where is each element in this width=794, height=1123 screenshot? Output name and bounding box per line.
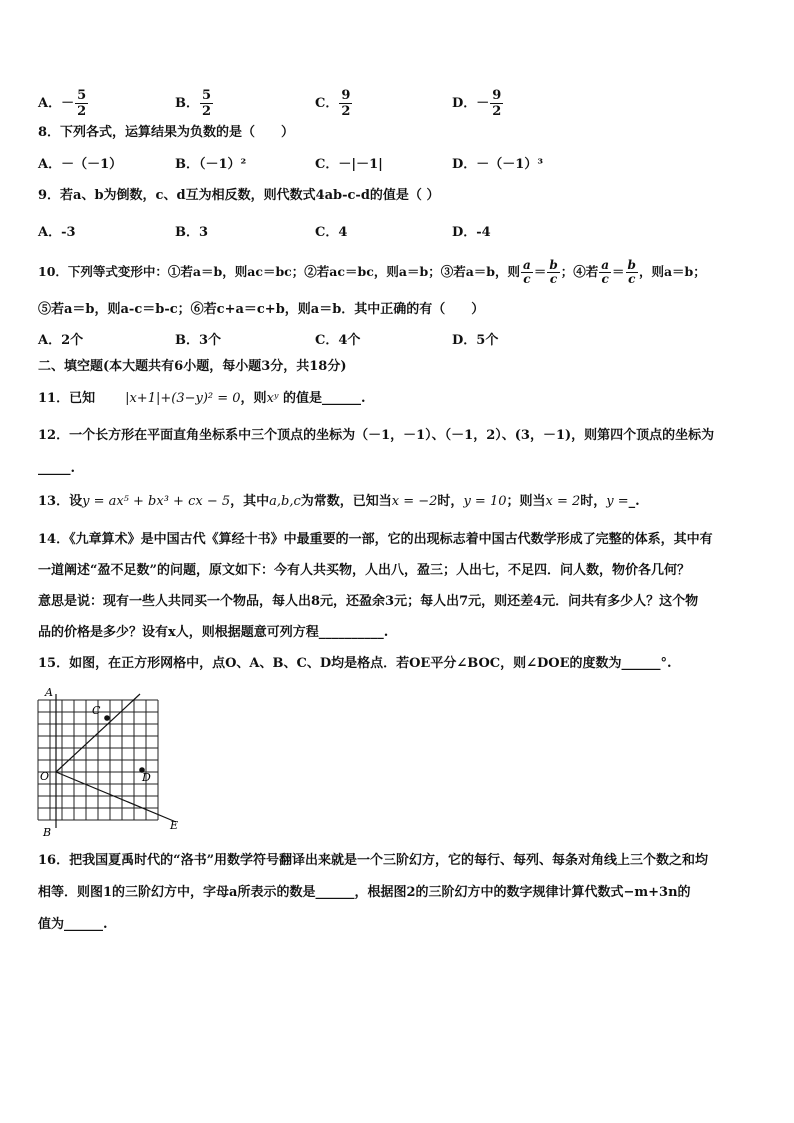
- q12-line1: 12．一个长方形在平面直角坐标系中三个顶点的坐标为（－1，－1）、（－1，2）、(3，－1)，则第四个顶点的坐标为: [38, 428, 715, 443]
- q7-option-b: B． $\frac{5}{2}$: [175, 88, 212, 119]
- q7-option-c: C． $\frac{9}{2}$: [315, 88, 351, 119]
- q10-option-c: C．4个: [315, 333, 361, 348]
- q8-option-c: C．－|－1|: [315, 157, 383, 172]
- q15-stem: 15．如图，在正方形网格中，点O、A、B、C、D均是格点．若OE平分∠BOC，则∠DOE的度数为______°.: [38, 656, 672, 671]
- q16-line3: 值为______.: [38, 917, 108, 932]
- q13: 13．设y = ax⁵ + bx³ + cx − 5，其中a,b,c为常数，已知当x = −2时，y = 10；则当x = 2时，y =_.: [38, 494, 640, 509]
- q10-line2: ⑤若a＝b，则a-c＝b-c；⑥若c+a＝c+b，则a＝b．其中正确的有（ ）: [38, 302, 485, 317]
- q14-line4: 品的价格是多少？设有x人，则根据题意可列方程__________.: [38, 625, 389, 640]
- q12-line2: _____.: [38, 461, 76, 476]
- label-d: D: [142, 771, 151, 784]
- q10-option-b: B．3个: [175, 333, 222, 348]
- q7-option-d: D．－ $\frac{9}{2}$: [452, 88, 502, 119]
- section-heading: 二、填空题(本大题共有6小题，每小题3分，共18分): [38, 359, 347, 374]
- q8-option-d: D．－（－1）³: [452, 157, 544, 172]
- label-e: E: [170, 819, 179, 832]
- q8-option-a: A．－（－1）: [38, 157, 123, 172]
- q9-option-b: B．3: [175, 225, 209, 240]
- q8-option-b: B．（－1）²: [175, 157, 247, 172]
- q8-stem: 8．下列各式，运算结果为负数的是（ ）: [38, 125, 295, 140]
- q16-line2: 相等．则图1的三阶幻方中，字母a所表示的数是______，根据图2的三阶幻方中的数字规律计算代数式−m+3n的: [38, 885, 691, 900]
- point-c: [104, 715, 110, 721]
- q16-line1: 16．把我国夏禹时代的“洛书”用数学符号翻译出来就是一个三阶幻方，它的每行、每列、每条对角线上三个数之和均: [38, 853, 709, 868]
- q14-line3: 意思是说：现有一些人共同买一个物品，每人出8元，还盈余3元；每人出7元，则还差4元．问共有多少人？这个物: [38, 594, 699, 609]
- q10-option-d: D．5个: [452, 333, 499, 348]
- label-o: O: [40, 770, 50, 783]
- q9-option-a: A．-3: [38, 225, 76, 240]
- q10-option-a: A．2个: [38, 333, 84, 348]
- q9-option-c: C．4: [315, 225, 348, 240]
- label-a: A: [45, 686, 53, 699]
- q14-line2: 一道阐述“盈不足数”的问题，原文如下：今有人共买物，人出八，盈三；人出七，不足四．问人数，物价各几何？: [38, 563, 690, 578]
- grid-figure: [30, 682, 190, 842]
- label-b: B: [43, 826, 52, 839]
- q11: 11．已知 |x+1|+(3−y)² = 0，则xʸ 的值是______.: [38, 391, 366, 406]
- q14-line1: 14．《九章算术》是中国古代《算经十书》中最重要的一部，它的出现标志着中国古代数学形成了完整的体系，其中有: [38, 532, 713, 547]
- q9-stem: 9．若a、b为倒数，c、d互为相反数，则代数式4ab-c-d的值是（ ）: [38, 188, 440, 203]
- q9-option-d: D．-4: [452, 225, 491, 240]
- q10-line1: 10．下列等式变形中：①若a＝b，则ac＝bc；②若ac＝bc，则a＝b；③若a＝b，则 $\frac{a}{c}$ ＝ $\frac{b}{c}$ ；④若 $\frac{a}{c}$ ＝ $\frac{b}{c}$ ，则a＝b；: [38, 258, 706, 286]
- label-c: C: [92, 704, 101, 717]
- q7-option-a: A．－ $\frac{5}{2}$: [38, 88, 87, 119]
